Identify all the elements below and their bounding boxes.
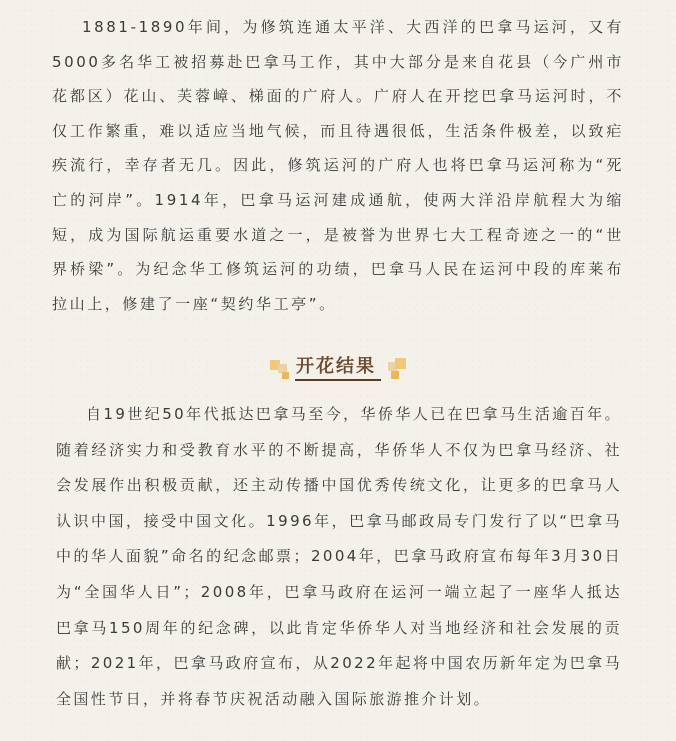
decorative-square-icon (282, 372, 289, 379)
decorative-square-icon (391, 371, 399, 379)
heading-underline (295, 379, 381, 381)
decorative-square-icon (395, 358, 406, 369)
paragraph-canal-history: 1881-1890年间，为修筑连通太平洋、大西洋的巴拿马运河，又有5000多名华工被招募赴巴拿马工作，其中大部分是来自花县（今广州市花都区）花山、芙蓉嶂、梯面的广府人。广府人在开挖巴拿马运河时，不仅工作繁重，难以适应当地气候，而且待遇很低，生活条件极差，以致疟疾流行，幸存者无几。因此，修筑运河的广府人也将巴拿马运河称为“死亡的河岸”。1914年，巴拿马运河建成通航，使两大洋沿岸航程大为缩短，成为国际航运重要水道之一，是被誉为世界七大工程奇迹之一的“世界桥梁”。为纪念华工修筑运河的功绩，巴拿马人民在运河中段的库莱布拉山上，修建了一座“契约华工亭”。 (52, 18, 624, 313)
section-heading: 开花结果 (296, 356, 376, 377)
section-heading-block (0, 352, 676, 386)
paragraph-chinese-community: 自19世纪50年代抵达巴拿马至今，华侨华人已在巴拿马生活逾百年。随着经济实力和受教育水平的不断提高，华侨华人不仅为巴拿马经济、社会发展作出积极贡献，还主动传播中国优秀传统文化，让更多的巴拿马人认识中国，接受中国文化。1996年，巴拿马邮政局专门发行了以“巴拿马中的华人面貌”命名的纪念邮票；2004年，巴拿马政府宣布每年3月30日为“全国华人日”；2008年，巴拿马政府在运河一端立起了一座华人抵达巴拿马150周年的纪念碑，以此肯定华侨华人对当地经济和社会发展的贡献；2021年，巴拿马政府宣布，从2022年起将中国农历新年定为巴拿马全国性节日，并将春节庆祝活动融入国际旅游推介计划。 (56, 405, 622, 708)
